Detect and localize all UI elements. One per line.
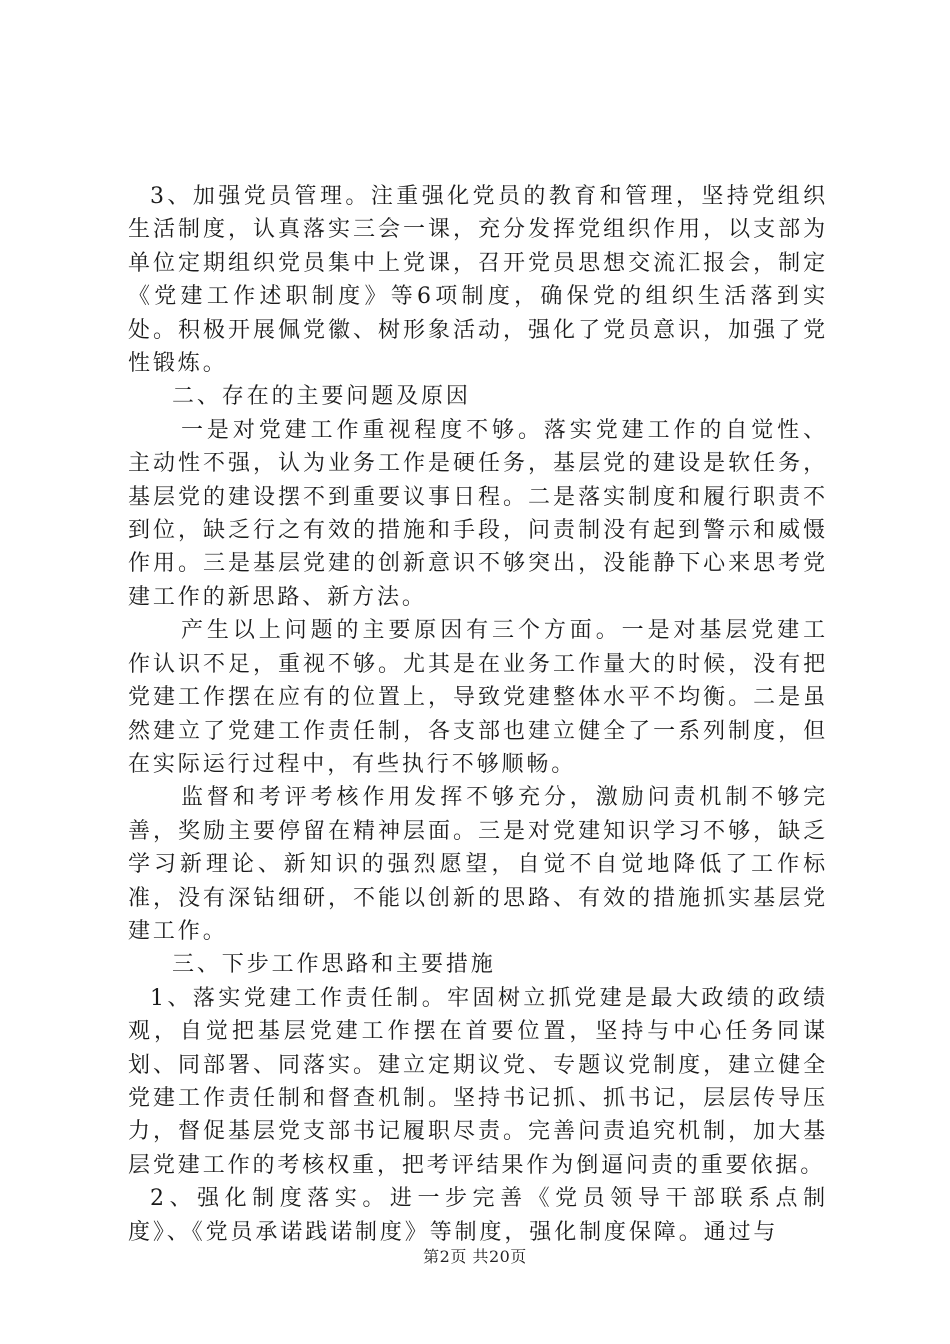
paragraph-responsibility-system: 1、落实党建工作责任制。牢固树立抓党建是最大政绩的政绩观，自觉把基层党建工作摆在首要位置，坚持与中心任务同谋划、同部署、同落实。建立定期议党、专题议党制度，建立健全党建工作责任制和督查机制。坚持书记抓、抓书记，层层传导压力，督促基层党支部书记履职尽责。完善问责追究机制，加大基层党建工作的考核权重，把考评结果作为倒逼问责的重要依据。 xyxy=(128,985,828,1178)
section-heading-problems: 二、存在的主要问题及原因 xyxy=(172,384,471,410)
paragraph-institution-implementation: 2、强化制度落实。进一步完善《党员领导干部联系点制度》、《党员承诺践诺制度》等制度，强化制度保障。通过与 xyxy=(128,1186,828,1245)
paragraph-party-member-management: 3、加强党员管理。注重强化党员的教育和管理，坚持党组织生活制度，认真落实三会一课，充分发挥党组织作用，以支部为单位定期组织党员集中上党课，召开党员思想交流汇报会，制定《党建工作述职制度》等6项制度，确保党的组织生活落到实处。积极开展佩党徽、树形象活动，强化了党员意识，加强了党性锻炼。 xyxy=(128,184,828,377)
paragraph-problems: 一是对党建工作重视程度不够。落实党建工作的自觉性、主动性不强，认为业务工作是硬任务，基层党的建设是软任务，基层党的建设摆不到重要议事日程。二是落实制度和履行职责不到位，缺乏行之有效的措施和手段，问责制没有起到警示和威慑作用。三是基层党建的创新意识不够突出，没能静下心来思考党建工作的新思路、新方法。 xyxy=(128,417,828,610)
paragraph-supervision: 监督和考评考核作用发挥不够充分，激励问责机制不够完善，奖励主要停留在精神层面。三是对党建知识学习不够，缺乏学习新理论、新知识的强烈愿望，自觉不自觉地降低了工作标准，没有深钻细研，不能以创新的思路、有效的措施抓实基层党建工作。 xyxy=(128,785,828,944)
document-body xyxy=(128,180,828,1249)
page-footer: 第2页 共20页 xyxy=(423,1247,527,1266)
section-heading-next-steps: 三、下步工作思路和主要措施 xyxy=(172,952,496,978)
paragraph-causes: 产生以上问题的主要原因有三个方面。一是对基层党建工作认识不足，重视不够。尤其是在业务工作量大的时候，没有把党建工作摆在应有的位置上，导致党建整体水平不均衡。二是虽然建立了党建工作责任制，各支部也建立健全了一系列制度，但在实际运行过程中，有些执行不够顺畅。 xyxy=(128,618,828,777)
